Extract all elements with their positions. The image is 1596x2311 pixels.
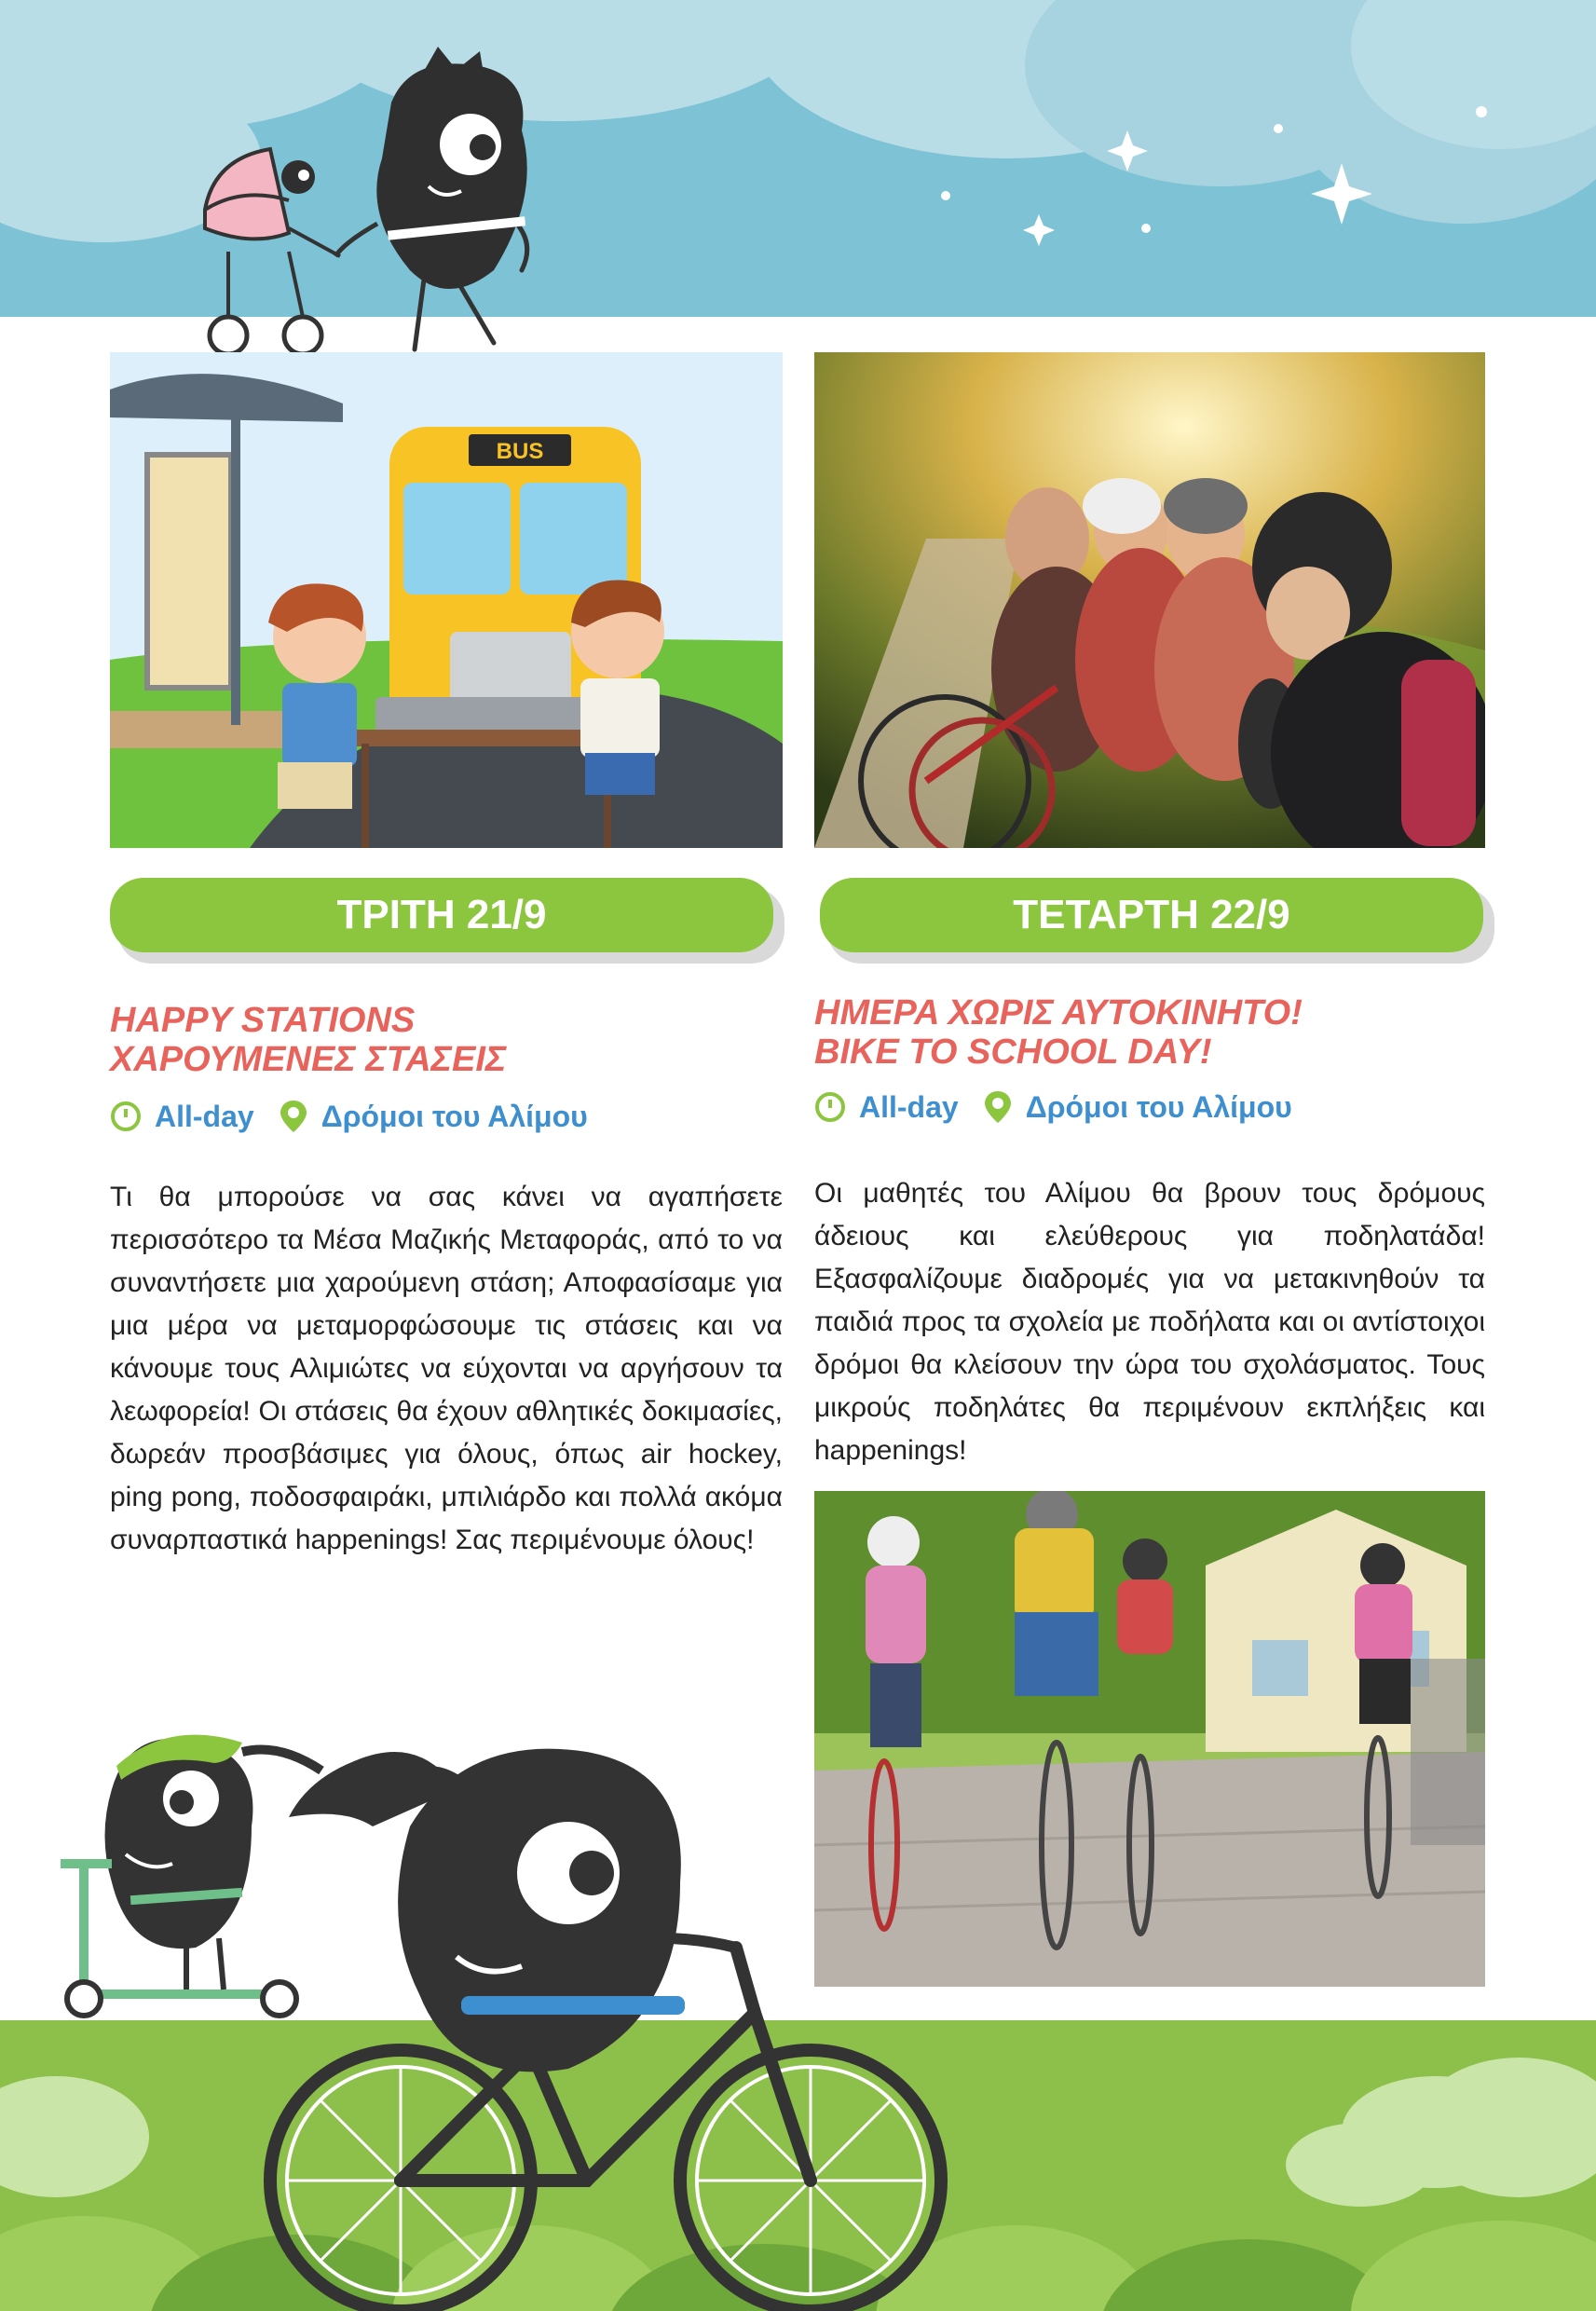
day-pill-wednesday	[820, 878, 1483, 952]
title-line-2: ΧΑΡΟΥΜΕΝΕΣ ΣΤΑΣΕΙΣ	[110, 1040, 507, 1079]
title-line-1: HAPPY STATIONS	[110, 1001, 416, 1040]
event-time: All-day	[859, 1089, 959, 1124]
clock-icon	[814, 1091, 846, 1123]
event-location: Δρόμοι του Αλίμου	[321, 1099, 588, 1133]
event-location: Δρόμοι του Αλίμου	[1025, 1089, 1292, 1124]
mascot-bicycle-illustration	[252, 1715, 978, 2311]
day-label: ΤΕΤΑΡΤΗ 22/9	[1013, 892, 1290, 937]
event-meta-left	[110, 1096, 588, 1137]
clock-icon	[110, 1101, 142, 1132]
kids-bikes-photo	[814, 352, 1485, 848]
event-time: All-day	[155, 1099, 254, 1133]
mascot-stroller-illustration	[186, 47, 578, 363]
day-label: ΤΡΙΤΗ 21/9	[336, 892, 547, 937]
event-description-right: Οι μαθητές του Αλίμου θα βρουν τους δρόμους άδειους και ελεύθερους για ποδηλατάδα! Εξασφαλίζουμε διαδρομές για να μετακινηθούν τα παιδιά προς τα σχολεία με ποδήλατα και οι αντίστοιχοι δρόμοι θα κλείσουν την ώρα του σχολάσματος. Τους μικρούς ποδηλάτες θα περιμένουν εκπλήξεις και happenings!	[814, 1178, 1485, 1466]
map-pin-icon	[983, 1089, 1013, 1125]
bus-stop-illustration	[110, 352, 783, 848]
title-line-2: BIKE TO SCHOOL DAY!	[814, 1032, 1212, 1072]
map-pin-icon	[279, 1099, 308, 1134]
title-line-1: ΗΜΕΡΑ ΧΩΡΙΣ ΑΥΤΟΚΙΝΗΤΟ!	[814, 993, 1303, 1032]
day-pill-tuesday	[110, 878, 773, 952]
event-title-right	[814, 993, 1485, 1072]
event-meta-right	[814, 1087, 1292, 1128]
event-title-left	[110, 1001, 781, 1079]
stars-icon	[932, 112, 1398, 261]
event-description-left: Τι θα μπορούσε να σας κάνει να αγαπήσετε περισσότερο τα Μέσα Μαζικής Μεταφοράς, από το να συναντήσετε μια χαρούμενη στάση; Αποφασίσαμε για μια μέρα να μεταμορφώσουμε τις στάσεις και να κάνουμε τους Αλιμιώτες να εύχονται να αργήσουν τα λεωφορεία! Οι στάσεις θα έχουν αθλητικές δοκιμασίες, δωρεάν προσβάσιμες για όλους, όπως air hockey, ping pong, ποδοσφαιράκι, μπιλιάρδο και πολλά ακόμα συναρπαστικά happenings! Σας περιμένουμε όλους!	[110, 1182, 783, 1555]
bus-sign: BUS	[496, 439, 544, 464]
